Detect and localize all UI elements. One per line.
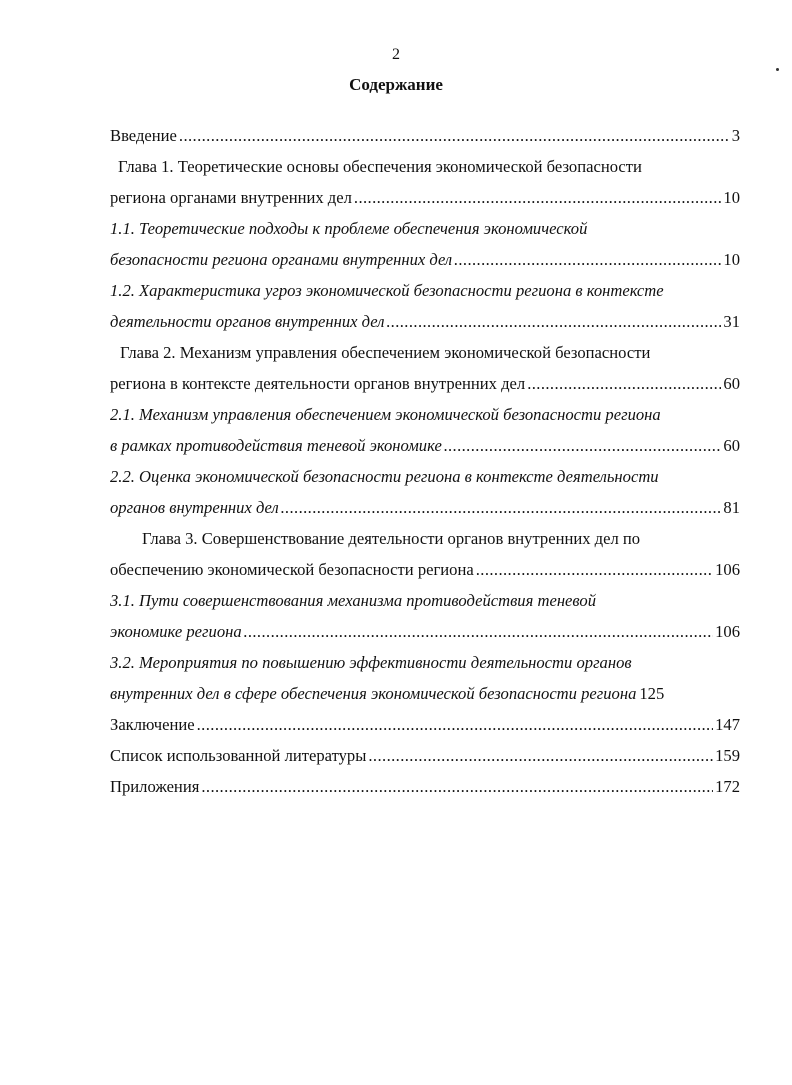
leader-dots bbox=[476, 554, 713, 585]
toc-section-3-1-line2[interactable] bbox=[110, 616, 740, 647]
toc-page-number: 60 bbox=[723, 374, 740, 393]
toc-entry-label: внутренних дел в сфере обеспечения экономической безопасности региона bbox=[110, 684, 637, 703]
leader-dots bbox=[281, 492, 722, 523]
toc-section-2-1-line2[interactable] bbox=[110, 430, 740, 461]
leader-dots bbox=[444, 430, 722, 461]
toc-page-number: 172 bbox=[715, 777, 740, 796]
leader-dots bbox=[386, 306, 721, 337]
toc-chapter-1-line2[interactable] bbox=[110, 182, 740, 213]
toc-page-number: 10 bbox=[723, 188, 740, 207]
toc-chapter-2-line1[interactable]: Глава 2. Механизм управления обеспечением экономической безопасности bbox=[120, 343, 651, 362]
toc-chapter-3-line2[interactable] bbox=[110, 554, 740, 585]
toc-page-number: 10 bbox=[723, 250, 740, 269]
toc-section-2-2-line2[interactable] bbox=[110, 492, 740, 523]
leader-dots bbox=[201, 771, 713, 802]
toc-entry-bibliography[interactable] bbox=[110, 740, 740, 771]
toc-section-1-1-line1[interactable]: 1.1. Теоретические подходы к проблеме обеспечения экономической bbox=[110, 219, 588, 238]
toc-section-2-1-line1[interactable]: 2.1. Механизм управления обеспечением экономической безопасности региона bbox=[110, 405, 661, 424]
toc-page-number: 31 bbox=[723, 312, 740, 331]
leader-dots bbox=[527, 368, 721, 399]
leader-dots bbox=[244, 616, 713, 647]
toc-entry-label: региона органами внутренних дел bbox=[110, 188, 352, 207]
leader-dots bbox=[368, 740, 713, 771]
leader-dots bbox=[179, 120, 730, 151]
toc-entry-appendix[interactable] bbox=[110, 771, 740, 802]
toc-section-3-2-line2[interactable] bbox=[110, 678, 740, 709]
page-number: 2 bbox=[392, 46, 400, 63]
toc-chapter-3-line1[interactable]: Глава 3. Совершенствование деятельности органов внутренних дел по bbox=[142, 529, 641, 548]
toc-chapter-2-line2[interactable] bbox=[110, 368, 740, 399]
scan-speck bbox=[776, 68, 779, 71]
leader-dots bbox=[354, 182, 722, 213]
toc-entry-conclusion[interactable] bbox=[110, 709, 740, 740]
toc-page-number: 60 bbox=[723, 436, 740, 455]
toc-page-number: 159 bbox=[715, 746, 740, 765]
toc-page-number: 106 bbox=[715, 622, 740, 641]
toc-entry-label: Список использованной литературы bbox=[110, 746, 367, 765]
toc-page-number: 3 bbox=[731, 126, 740, 145]
toc-entry-label: Введение bbox=[110, 126, 177, 145]
toc-entry-label: экономике региона bbox=[110, 622, 242, 641]
toc-section-3-2-line1[interactable]: 3.2. Мероприятия по повышению эффективности деятельности органов bbox=[110, 653, 632, 672]
page-title: Содержание bbox=[349, 75, 443, 94]
toc-entry-label: обеспечению экономической безопасности региона bbox=[110, 560, 474, 579]
toc-entry-label: Заключение bbox=[110, 715, 195, 734]
toc-page-number: 147 bbox=[715, 715, 740, 734]
toc-entry-label: органов внутренних дел bbox=[110, 498, 279, 517]
toc-entry-label: в рамках противодействия теневой экономике bbox=[110, 436, 442, 455]
toc-section-1-2-line1[interactable]: 1.2. Характеристика угроз экономической безопасности региона в контексте bbox=[110, 281, 664, 300]
toc-entry-label: безопасности региона органами внутренних дел bbox=[110, 250, 453, 269]
leader-dots bbox=[454, 244, 721, 275]
toc-entry-label: региона в контексте деятельности органов внутренних дел bbox=[110, 374, 526, 393]
leader-dots bbox=[197, 709, 713, 740]
toc-page-number: 106 bbox=[715, 560, 740, 579]
toc-chapter-1-line1[interactable]: Глава 1. Теоретические основы обеспечения экономической безопасности bbox=[118, 157, 642, 176]
toc-section-1-2-line2[interactable] bbox=[110, 306, 740, 337]
toc-page-number: 125 bbox=[639, 684, 665, 703]
toc-section-2-2-line1[interactable]: 2.2. Оценка экономической безопасности региона в контексте деятельности bbox=[110, 467, 659, 486]
toc-page-number: 81 bbox=[723, 498, 740, 517]
toc-entry-label: деятельности органов внутренних дел bbox=[110, 312, 385, 331]
toc-entry-label: Приложения bbox=[110, 777, 200, 796]
toc-section-1-1-line2[interactable] bbox=[110, 244, 740, 275]
toc-section-3-1-line1[interactable]: 3.1. Пути совершенствования механизма противодействия теневой bbox=[110, 591, 596, 610]
toc-entry-intro[interactable] bbox=[110, 120, 740, 151]
table-of-contents bbox=[110, 120, 740, 802]
